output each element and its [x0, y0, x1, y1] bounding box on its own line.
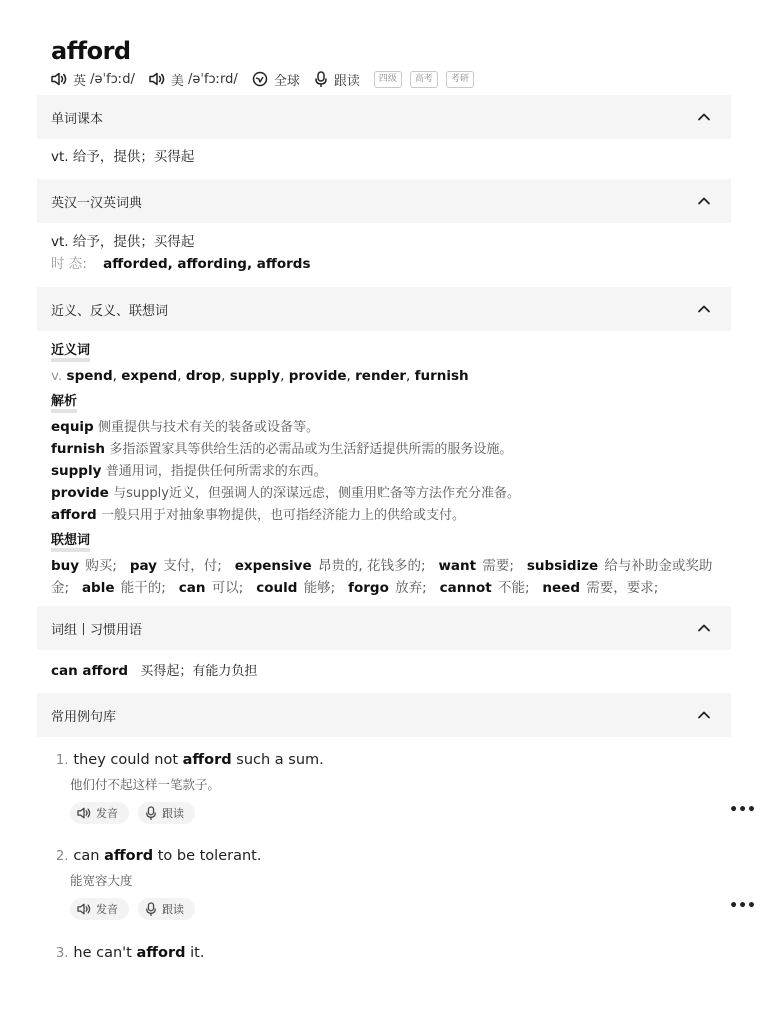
assoc-word[interactable]: pay [129, 558, 157, 574]
example-number: 3. [56, 946, 69, 961]
assoc-desc: 支付，付; [163, 558, 222, 574]
assoc-word[interactable]: expensive [234, 558, 312, 574]
example-actions [70, 802, 726, 824]
analysis-item [51, 416, 721, 438]
word-header [51, 36, 731, 89]
section-title: 词组丨习惯用语 [51, 622, 143, 638]
lesson-content [51, 146, 721, 168]
follow-read-label: 跟读 [333, 73, 360, 89]
assoc-word[interactable]: need [542, 580, 580, 596]
speaker-icon [77, 807, 91, 819]
keyword: afford [182, 752, 232, 768]
global-icon [252, 71, 268, 87]
assoc-word[interactable]: cannot [439, 580, 492, 596]
assoc-desc: 不能; [497, 580, 530, 596]
example-item [56, 749, 756, 824]
phrase-definition: 买得起；有能力负担 [140, 664, 258, 679]
sentence-part: they could not [73, 752, 183, 768]
synonym-link[interactable]: provide [288, 368, 347, 384]
assoc-desc: 能干的; [120, 580, 166, 596]
assoc-word[interactable]: subsidize [526, 558, 599, 574]
example-item [56, 845, 756, 920]
assoc-desc: 可以; [211, 580, 244, 596]
keyword: afford [104, 848, 154, 864]
section-header-dictionary[interactable] [37, 179, 731, 223]
assoc-desc: 给与补助金或奖助金; [51, 558, 713, 596]
analysis-word: furnish [51, 441, 106, 457]
assoc-word[interactable]: forgo [348, 580, 389, 596]
pronounce-label: 发音 [96, 807, 118, 820]
phrase[interactable]: can afford [51, 663, 129, 679]
assoc-desc: 购买; [85, 558, 117, 574]
pron-uk-label: 英 [73, 73, 87, 89]
microphone-icon [314, 71, 328, 87]
tense-label: 时 态: [51, 256, 87, 272]
synonyms-row: v. spend, expend, drop, supply, provide, render, furnish [51, 368, 469, 384]
assoc-word[interactable]: can [178, 580, 206, 596]
assoc-desc: 昂贵的, 花钱多的; [317, 558, 426, 574]
headword: afford [51, 37, 131, 65]
speaker-icon [77, 903, 91, 915]
chevron-up-icon [697, 621, 711, 635]
more-options-icon[interactable]: ••• [729, 898, 756, 914]
assoc-word[interactable]: could [256, 580, 298, 596]
pron-us-button[interactable] [149, 70, 238, 89]
analysis-heading: 解析 [51, 395, 77, 413]
analysis-word: equip [51, 419, 94, 435]
assoc-word[interactable]: want [438, 558, 477, 574]
chevron-up-icon [697, 302, 711, 316]
chevron-up-icon [697, 708, 711, 722]
assoc-desc: 需要，要求; [586, 580, 659, 596]
association-heading: 联想词 [51, 534, 90, 552]
pronounce-button[interactable] [70, 898, 129, 920]
association-list [51, 555, 721, 599]
synonym-link[interactable]: expend [121, 368, 178, 384]
section-header-examples[interactable] [37, 693, 731, 737]
analysis-desc: 一般只用于对抽象事物提供，也可指经济能力上的供给或支付。 [100, 508, 465, 523]
assoc-desc: 需要; [482, 558, 514, 574]
example-sentence [56, 942, 726, 964]
assoc-desc: 放弃; [395, 580, 427, 596]
pronunciation-row [51, 69, 731, 89]
exam-badge-cet4: 四级 [374, 71, 402, 88]
pron-uk-button[interactable] [51, 70, 135, 89]
chevron-up-icon [697, 110, 711, 124]
example-actions [70, 898, 726, 920]
follow-read-button[interactable] [138, 898, 195, 920]
follow-read-label: 跟读 [162, 807, 184, 820]
analysis-item [51, 460, 721, 482]
section-title: 常用例句库 [51, 709, 117, 725]
definition: vt. 给予，提供；买得起 [51, 149, 195, 165]
synonym-link[interactable]: supply [229, 368, 281, 384]
pron-us-text: /əˈfɔːrd/ [188, 71, 238, 87]
exam-badge-gaokao: 高考 [410, 71, 438, 88]
example-translation: 他们付不起这样一笔款子。 [70, 777, 221, 792]
section-header-synonyms[interactable] [37, 287, 731, 331]
chevron-up-icon [697, 194, 711, 208]
more-options-icon[interactable]: ••• [729, 802, 756, 818]
example-sentence [56, 845, 726, 867]
definition: vt. 给予，提供；买得起 [51, 234, 195, 250]
keyword: afford [136, 945, 186, 961]
example-sentence [56, 749, 726, 771]
pron-us-label: 美 [170, 73, 184, 89]
sentence-part: can [73, 848, 105, 864]
follow-read-button[interactable] [314, 70, 360, 89]
section-header-phrases[interactable] [37, 606, 731, 650]
pos-label: v. [51, 368, 63, 384]
synonyms-content [51, 342, 721, 599]
global-label: 全球 [273, 73, 300, 89]
sentence-part: to be tolerant. [153, 848, 262, 864]
exam-badge-kaoyan: 考研 [446, 71, 474, 88]
phrase-item [51, 660, 721, 682]
sentence-part: such a sum. [231, 752, 324, 768]
speaker-icon [149, 72, 165, 86]
sentence-part: he can't [73, 945, 137, 961]
section-title: 英汉一汉英词典 [51, 195, 143, 211]
analysis-desc: 普通用词，指提供任何所需求的东西。 [105, 464, 327, 479]
example-item [56, 942, 726, 964]
analysis-desc: 侧重提供与技术有关的装备或设备等。 [98, 420, 320, 435]
synonym-link[interactable]: drop [185, 368, 222, 384]
follow-read-label: 跟读 [162, 903, 184, 916]
tense-row [51, 253, 721, 275]
pronounce-label: 发音 [96, 903, 118, 916]
analysis-item [51, 482, 721, 504]
analysis-word: provide [51, 485, 109, 501]
analysis-item [51, 504, 721, 526]
example-number: 2. [56, 849, 69, 864]
analysis-word: supply [51, 463, 102, 479]
analysis-item [51, 438, 721, 460]
pronounce-button[interactable] [70, 802, 129, 824]
assoc-word[interactable]: buy [51, 558, 80, 574]
microphone-icon [145, 902, 157, 916]
sentence-part: it. [185, 945, 205, 961]
analysis-desc: 与supply近义，但强调人的深谋远虑，侧重用贮备等方法作充分准备。 [113, 486, 520, 501]
microphone-icon [145, 806, 157, 820]
section-title: 单词课本 [51, 111, 104, 127]
global-pron-button[interactable] [252, 70, 300, 89]
phrases-content [51, 660, 721, 682]
synonym-link[interactable]: spend [66, 368, 113, 384]
analysis-desc: 多指添置家具等供给生活的必需品或为生活舒适提供所需的服务设施。 [109, 442, 513, 457]
synonyms-heading: 近义词 [51, 344, 90, 362]
synonym-link[interactable]: furnish [414, 368, 469, 384]
speaker-icon [51, 72, 67, 86]
tense-value: afforded, affording, affords [103, 256, 311, 272]
example-number: 1. [56, 753, 69, 768]
synonym-link[interactable]: render [355, 368, 407, 384]
section-title: 近义、反义、联想词 [51, 303, 169, 319]
analysis-word: afford [51, 507, 97, 523]
assoc-word[interactable]: able [81, 580, 115, 596]
follow-read-button[interactable] [138, 802, 195, 824]
assoc-desc: 能够; [303, 580, 336, 596]
pron-uk-text: /əˈfɔːd/ [90, 71, 135, 87]
example-translation: 能宽容大度 [70, 873, 133, 888]
section-header-lesson[interactable] [37, 95, 731, 139]
dictionary-content [51, 231, 721, 275]
